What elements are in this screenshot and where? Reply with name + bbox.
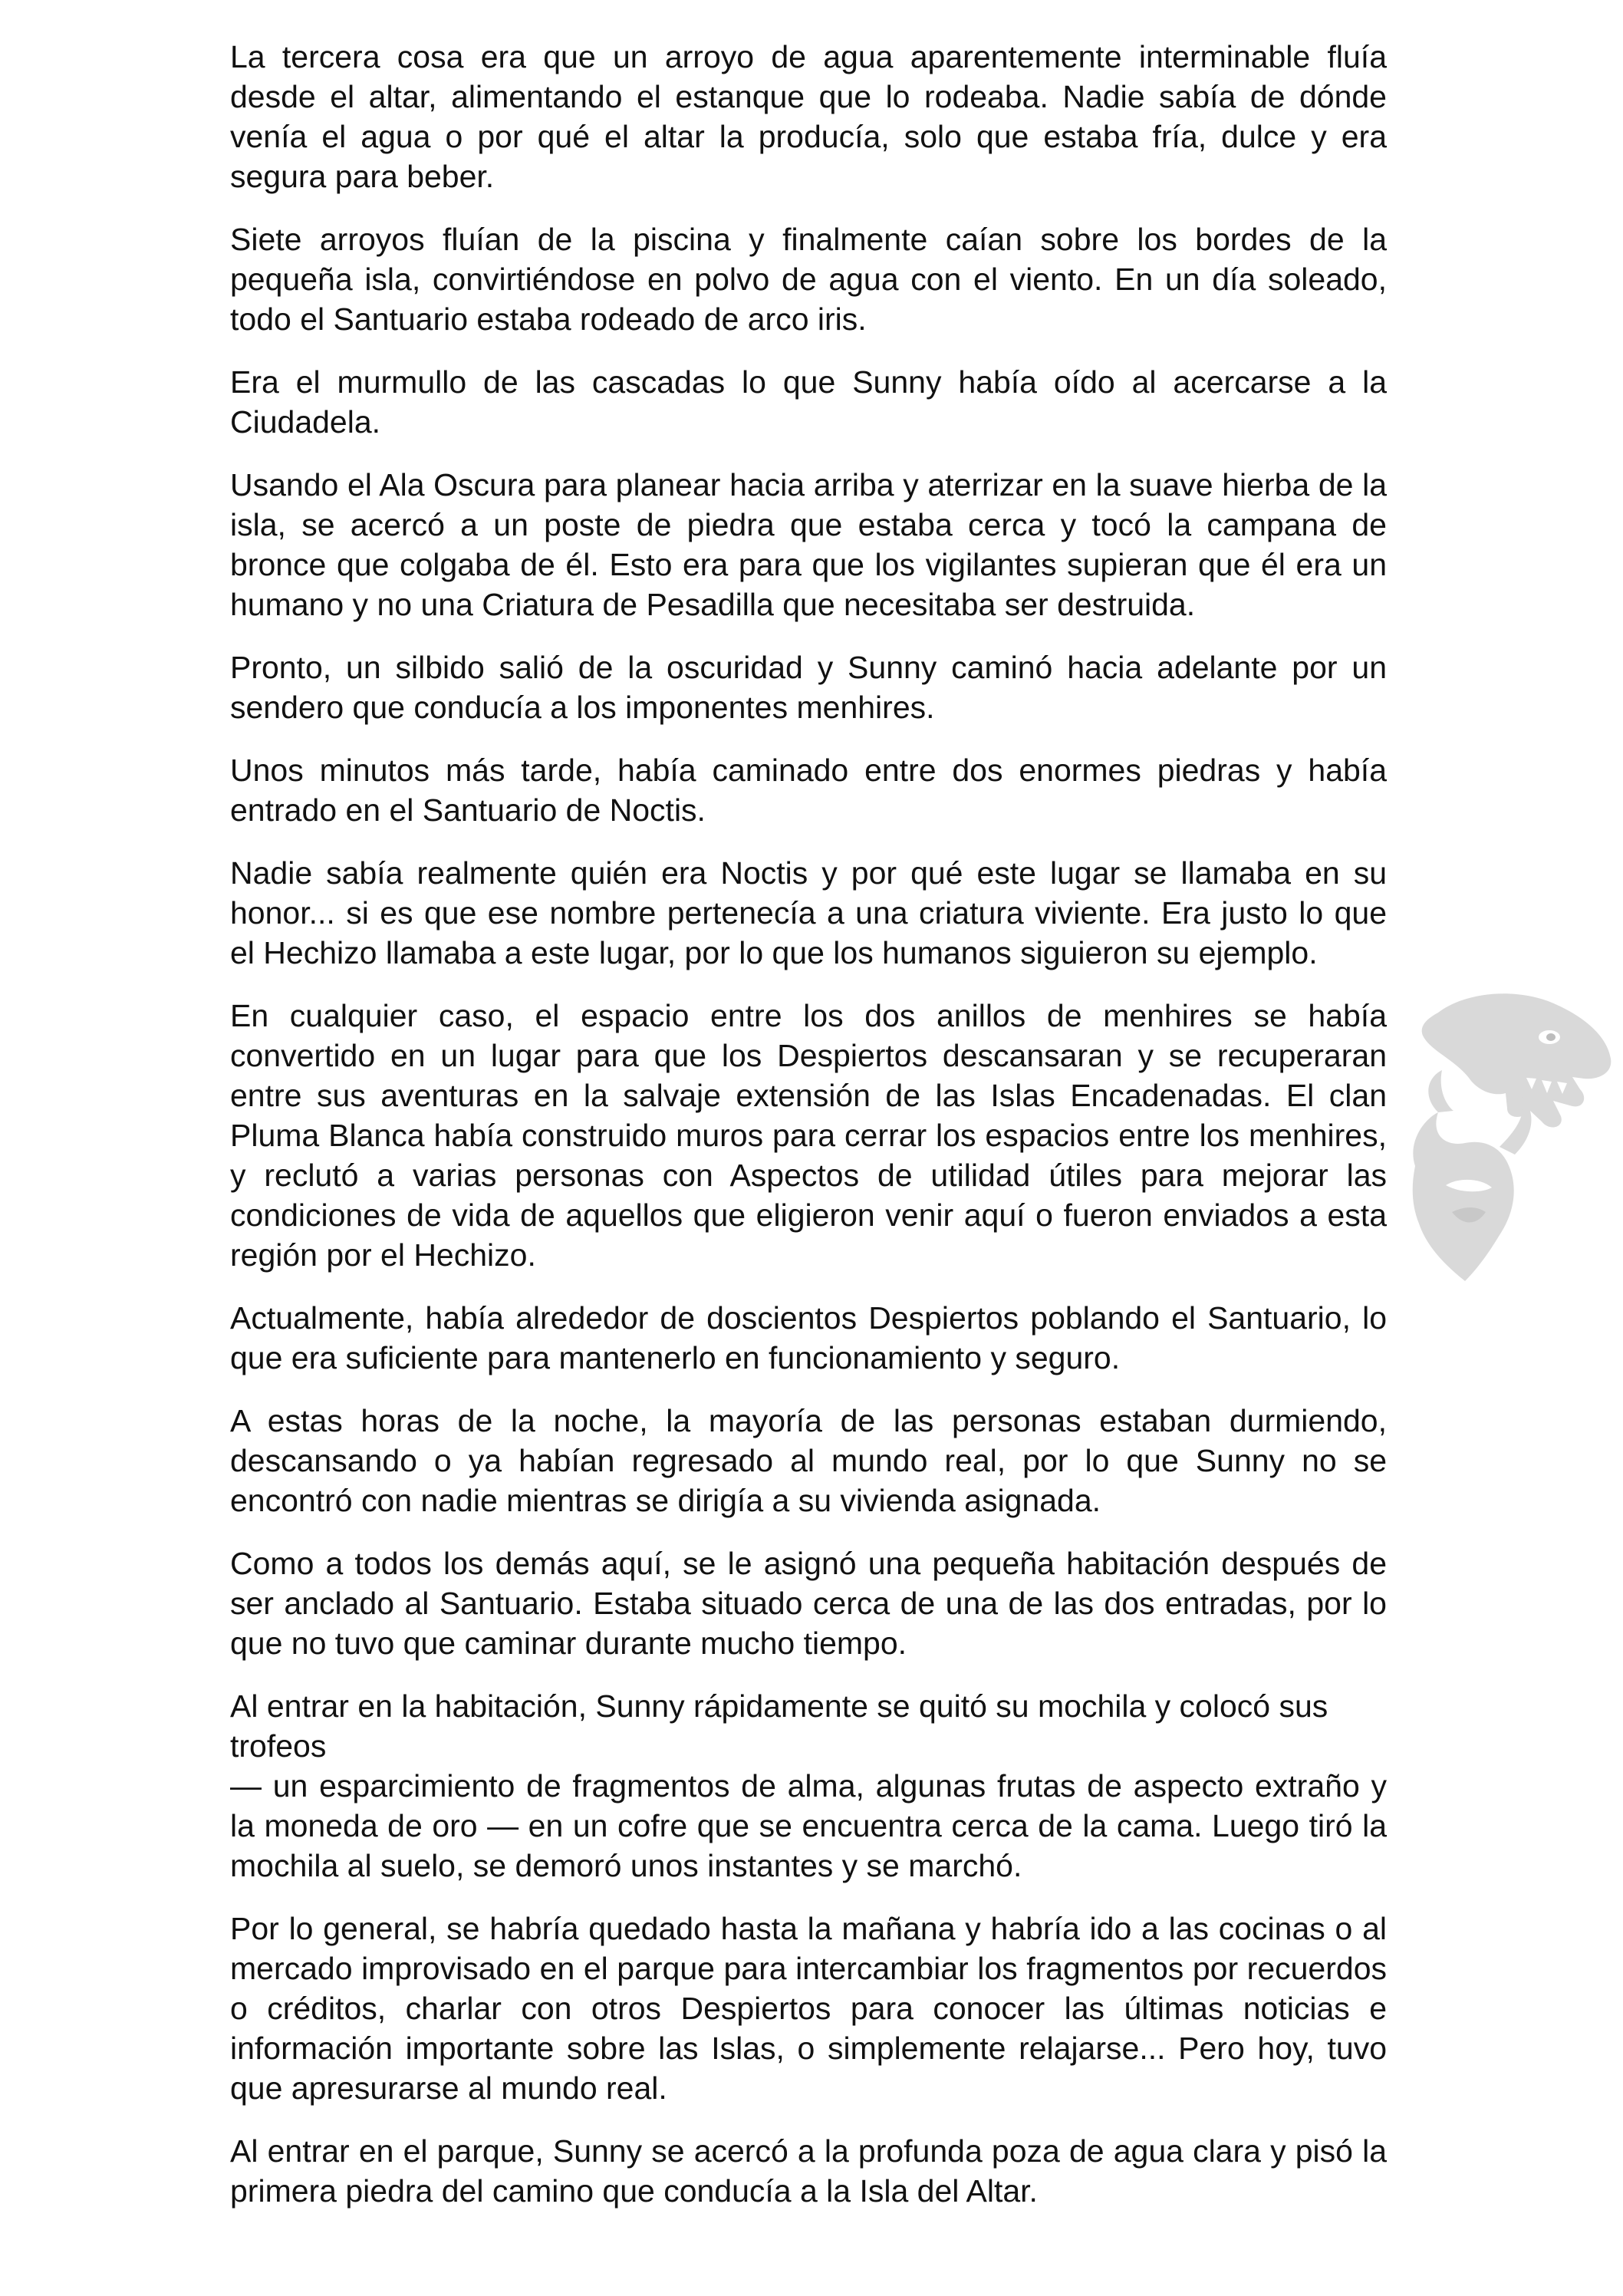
paragraph: En cualquier caso, el espacio entre los dos anillos de menhires se había convertido en un lugar para que los Despiertos descansaran y se recuperaran entre sus aventuras en la salvaje extensión de las Islas Encadenadas. El clan Pluma Blanca había construido muros para cerrar los espacios entre los menhires, y reclutó a varias personas con Aspectos de utilidad útiles para mejorar las condiciones de vida de aquellos que eligieron venir aquí o fueron enviados a esta región por el Hechizo. (230, 998, 1387, 1273)
document-body (230, 37, 1387, 2234)
paragraph: Como a todos los demás aquí, se le asignó una pequeña habitación después de ser anclado al Santuario. Estaba situado cerca de una de las dos entradas, por lo que no tuvo que caminar durante mucho tiempo. (230, 1546, 1387, 1661)
paragraph (230, 1686, 1387, 1886)
paragraph: La tercera cosa era que un arroyo de agua aparentemente interminable fluía desde el altar, alimentando el estanque que lo rodeaba. Nadie sabía de dónde venía el agua o por qué el altar la producía, solo que estaba fría, dulce y era segura para beber. (230, 39, 1387, 194)
paragraph: Era el murmullo de las cascadas lo que Sunny había oído al acercarse a la Ciudadela. (230, 364, 1387, 440)
paragraph: Por lo general, se habría quedado hasta la mañana y habría ido a las cocinas o al mercado improvisado en el parque para intercambiar los fragmentos por recuerdos o créditos, charlar con otros Despiertos para conocer las últimas noticias e información importante sobre las Islas, o simplemente relajarse... Pero hoy, tuvo que apresurarse al mundo real. (230, 1911, 1387, 2106)
watermark-logo-icon (1392, 982, 1615, 1289)
paragraph: Nadie sabía realmente quién era Noctis y por qué este lugar se llamaba en su honor... si es que ese nombre pertenecía a una criatura viviente. Era justo lo que el Hechizo llamaba a este lugar, por lo que los humanos siguieron su ejemplo. (230, 855, 1387, 970)
paragraph-line: Al entrar en la habitación, Sunny rápidamente se quitó su mochila y colocó sus trofeos (230, 1688, 1328, 1764)
paragraph: Actualmente, había alrededor de doscientos Despiertos poblando el Santuario, lo que era suficiente para mantenerlo en funcionamiento y seguro. (230, 1300, 1387, 1375)
paragraph-line: — un esparcimiento de fragmentos de alma, algunas frutas de aspecto extraño y la moneda de oro — en un cofre que se encuentra cerca de la cama. Luego tiró la mochila al suelo, se demoró unos instantes y se marchó. (230, 1768, 1387, 1883)
paragraph: Al entrar en el parque, Sunny se acercó a la profunda poza de agua clara y pisó la primera piedra del camino que conducía a la Isla del Altar. (230, 2133, 1387, 2209)
paragraph: Pronto, un silbido salió de la oscuridad y Sunny caminó hacia adelante por un sendero que conducía a los imponentes menhires. (230, 650, 1387, 725)
paragraph: Usando el Ala Oscura para planear hacia arriba y aterrizar en la suave hierba de la isla, se acercó a un poste de piedra que estaba cerca y tocó la campana de bronce que colgaba de él. Esto era para que los vigilantes supieran que él era un humano y no una Criatura de Pesadilla que necesitaba ser destruida. (230, 467, 1387, 622)
paragraph: Siete arroyos fluían de la piscina y finalmente caían sobre los bordes de la pequeña isla, convirtiéndose en polvo de agua con el viento. En un día soleado, todo el Santuario estaba rodeado de arco iris. (230, 222, 1387, 337)
paragraph: Unos minutos más tarde, había caminado entre dos enormes piedras y había entrado en el Santuario de Noctis. (230, 753, 1387, 828)
paragraph: A estas horas de la noche, la mayoría de las personas estaban durmiendo, descansando o ya habían regresado al mundo real, por lo que Sunny no se encontró con nadie mientras se dirigía a su vivienda asignada. (230, 1403, 1387, 1518)
